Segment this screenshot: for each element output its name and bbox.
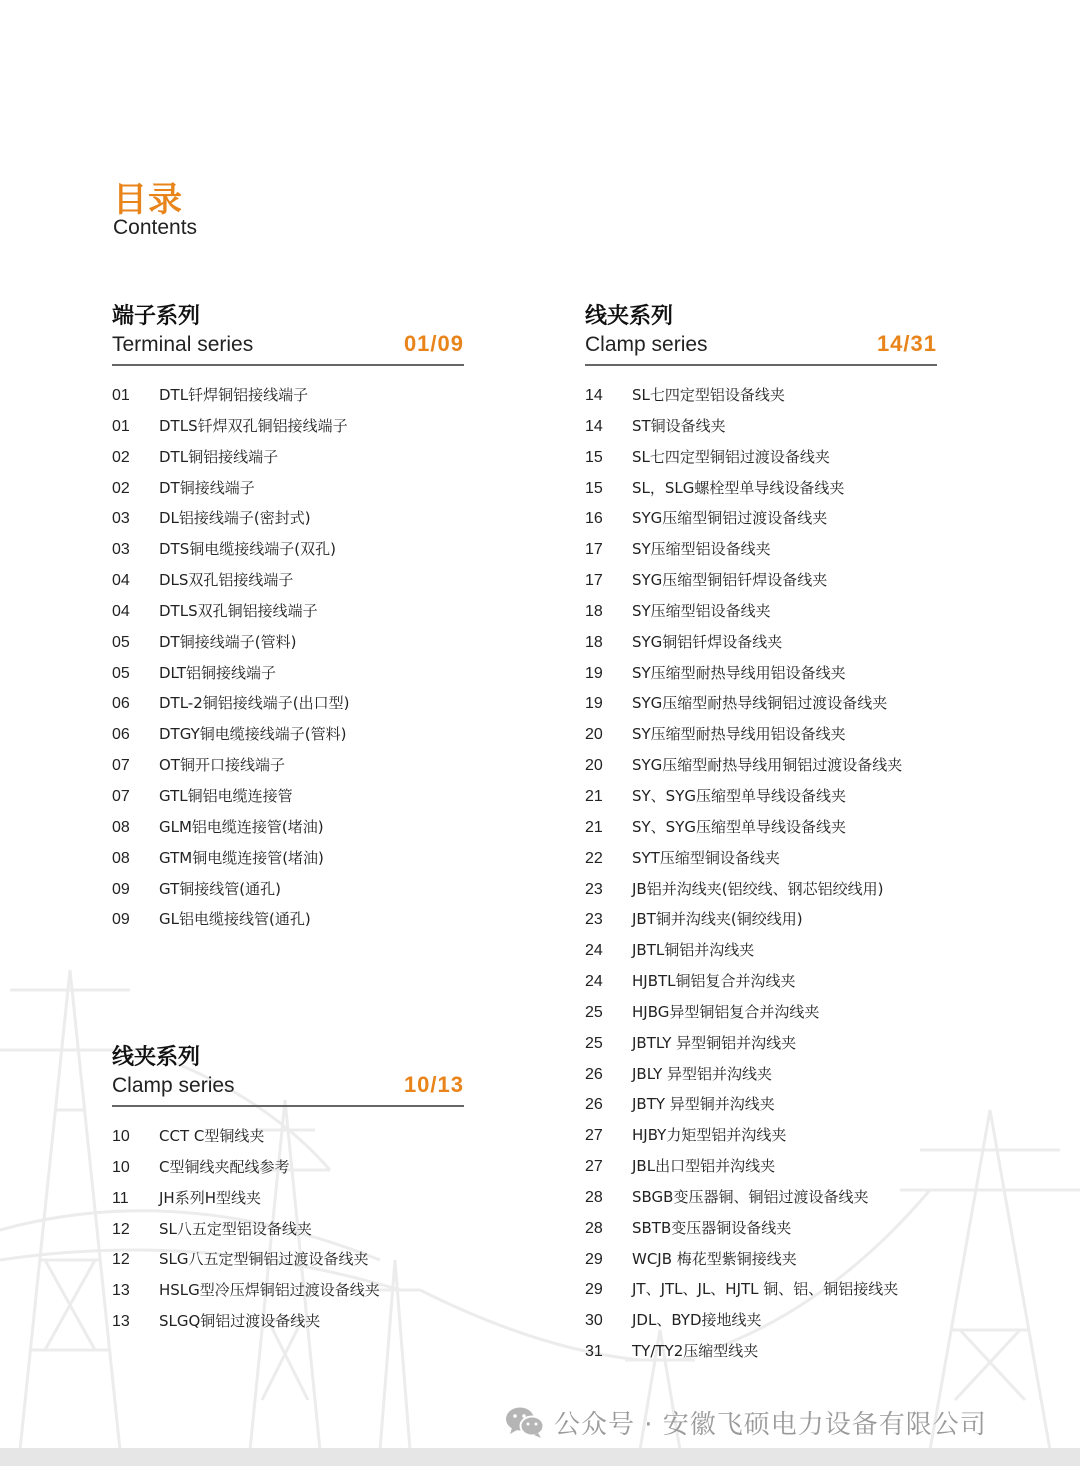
toc-entry-page: 08 — [112, 818, 130, 836]
toc-entry-name: SL，SLG螺栓型单导线设备线夹 — [632, 478, 845, 497]
toc-entry — [112, 380, 464, 411]
toc-list — [112, 1121, 464, 1337]
toc-entry-page: 05 — [112, 664, 130, 682]
toc-entry-page: 28 — [585, 1219, 603, 1237]
toc-entry — [112, 719, 464, 750]
toc-entry — [112, 904, 464, 935]
toc-entry — [585, 966, 937, 997]
toc-entry-page: 10 — [112, 1128, 130, 1145]
toc-entry-name: DTLS钎焊双孔铜铝接线端子 — [159, 416, 348, 435]
toc-entry-name: SLGQ铜铝过渡设备线夹 — [159, 1312, 321, 1331]
toc-entry-page: 01 — [112, 417, 130, 435]
toc-entry-name: SYG压缩型铜铝过渡设备线夹 — [632, 509, 828, 528]
toc-entry-page: 11 — [112, 1189, 129, 1207]
section-title-cn: 线夹系列 — [112, 1045, 201, 1070]
toc-entry — [585, 627, 937, 658]
toc-entry-name: GTM铜电缆连接管(堵油) — [159, 848, 324, 867]
toc-entry-name: ST铜设备线夹 — [632, 416, 726, 435]
toc-entry-page: 19 — [585, 664, 603, 682]
toc-entry — [112, 503, 464, 534]
toc-entry-name: WCJB 梅花型紫铜接线夹 — [632, 1249, 797, 1268]
toc-entry — [585, 565, 937, 596]
toc-entry-name: SY压缩型耐热导线用铝设备线夹 — [632, 663, 846, 682]
toc-entry — [112, 627, 464, 658]
toc-entry-name: DT铜接线端子(管料) — [159, 632, 297, 651]
toc-entry-name: SL七四定型铜铝过渡设备线夹 — [632, 447, 830, 466]
toc-entry-page: 15 — [585, 448, 603, 466]
toc-entry-page: 27 — [585, 1158, 603, 1176]
toc-entry-name: GTL铜铝电缆连接管 — [159, 786, 293, 805]
toc-entry — [585, 688, 937, 719]
toc-entry-name: CCT C型铜线夹 — [159, 1127, 265, 1145]
toc-entry-name: SY压缩型铝设备线夹 — [632, 601, 771, 620]
page-subtitle: Contents — [113, 216, 198, 239]
toc-entry-name: DTS铜电缆接线端子(双孔) — [159, 540, 336, 559]
section-page-range: 14/31 — [876, 331, 937, 356]
toc-entry — [585, 1120, 937, 1151]
toc-entry-page: 04 — [112, 572, 130, 590]
toc-entry-page: 18 — [585, 633, 603, 651]
toc-entry-page: 17 — [585, 541, 603, 559]
toc-entry-name: DL铝接线端子(密封式) — [159, 509, 311, 528]
toc-entry-page: 12 — [112, 1220, 130, 1238]
toc-entry — [585, 1305, 937, 1336]
toc-entry-page: 31 — [585, 1343, 603, 1361]
toc-entry-page: 13 — [112, 1313, 130, 1331]
toc-entry — [585, 1182, 937, 1213]
toc-entry — [585, 843, 937, 874]
toc-entry-page: 24 — [585, 973, 603, 991]
toc-entry — [585, 997, 937, 1028]
toc-entry — [112, 1121, 464, 1152]
toc-entry-page: 25 — [585, 1003, 603, 1021]
toc-entry-name: JBT铜并沟线夹(铜绞线用) — [632, 910, 803, 929]
toc-entry — [585, 1059, 937, 1090]
toc-entry-name: DTL钎焊铜铝接线端子 — [159, 386, 309, 404]
section-header — [112, 332, 464, 366]
toc-entry-page: 09 — [112, 911, 130, 929]
toc-entry-name: SY压缩型耐热导线用铝设备线夹 — [632, 725, 846, 744]
footer-watermark — [504, 1402, 987, 1442]
toc-entry-page: 16 — [585, 510, 603, 528]
toc-entry-page: 03 — [112, 510, 130, 528]
toc-entry-name: DLS双孔铝接线端子 — [159, 571, 294, 590]
toc-entry-page: 06 — [112, 695, 130, 713]
toc-entry-name: JBL出口型铝并沟线夹 — [632, 1157, 776, 1176]
toc-entry-page: 20 — [585, 757, 603, 775]
toc-entry-page: 19 — [585, 695, 603, 713]
toc-entry — [585, 1336, 937, 1367]
toc-entry-name: JBTL铜铝并沟线夹 — [632, 941, 755, 960]
toc-entry — [585, 781, 937, 812]
toc-entry-page: 15 — [585, 479, 603, 497]
footer-text: 公众号 · 安徽飞硕电力设备有限公司 — [554, 1409, 987, 1440]
toc-entry — [585, 1028, 937, 1059]
toc-entry-name: SYT压缩型铜设备线夹 — [632, 848, 780, 867]
toc-entry-name: SYG压缩型铜铝钎焊设备线夹 — [632, 571, 828, 590]
bottom-band — [0, 1448, 1080, 1466]
toc-entry-name: TY/TY2压缩型线夹 — [632, 1342, 759, 1361]
toc-entry — [585, 442, 937, 473]
toc-entry-page: 30 — [585, 1312, 603, 1330]
toc-entry-name: SYG压缩型耐热导线用铜铝过渡设备线夹 — [632, 756, 903, 775]
toc-entry — [112, 565, 464, 596]
toc-entry — [112, 843, 464, 874]
toc-entry-name: GLM铝电缆连接管(堵油) — [159, 817, 324, 836]
toc-entry — [112, 688, 464, 719]
toc-entry-page: 05 — [112, 633, 130, 651]
toc-entry-page: 02 — [112, 479, 130, 497]
toc-entry-page: 03 — [112, 541, 130, 559]
toc-entry-name: GT铜接线管(通孔) — [159, 879, 281, 898]
toc-entry-page: 04 — [112, 602, 130, 620]
toc-entry — [112, 1306, 464, 1337]
toc-entry-page: 22 — [585, 849, 603, 867]
toc-entry-page: 07 — [112, 757, 130, 775]
toc-entry-name: SY、SYG压缩型单导线设备线夹 — [632, 786, 846, 805]
toc-entry — [112, 1275, 464, 1306]
section-title-en: Terminal series — [112, 333, 254, 356]
toc-entry-name: DTL-2铜铝接线端子(出口型) — [159, 694, 350, 713]
toc-entry — [585, 473, 937, 504]
toc-entry-name: GL铝电缆接线管(通孔) — [159, 910, 311, 929]
section-title-cn: 端子系列 — [112, 304, 201, 329]
toc-entry-name: DTL铜铝接线端子 — [159, 447, 279, 466]
toc-entry-page: 01 — [112, 387, 130, 404]
toc-entry-page: 10 — [112, 1158, 130, 1176]
toc-entry-page: 14 — [585, 387, 603, 404]
toc-entry — [585, 658, 937, 689]
toc-entry — [112, 442, 464, 473]
toc-entry-name: JH系列H型线夹 — [159, 1188, 261, 1207]
toc-entry-name: SL八五定型铝设备线夹 — [159, 1219, 312, 1238]
toc-entry — [585, 812, 937, 843]
toc-list — [585, 380, 937, 1367]
toc-entry-page: 26 — [585, 1096, 603, 1114]
toc-entry-name: SBTB变压器铜设备线夹 — [632, 1218, 792, 1237]
toc-entry-page: 06 — [112, 726, 130, 744]
toc-entry-page: 07 — [112, 787, 130, 805]
toc-entry-name: JT、JTL、JL、HJTL 铜、铝、铜铝接线夹 — [632, 1280, 899, 1299]
toc-entry-page: 23 — [585, 911, 603, 929]
toc-entry-name: DT铜接线端子 — [159, 478, 255, 497]
toc-entry-page: 20 — [585, 726, 603, 744]
toc-entry-page: 28 — [585, 1188, 603, 1206]
toc-entry-name: DTGY铜电缆接线端子(管料) — [159, 725, 347, 744]
wechat-icon — [504, 1404, 546, 1440]
toc-entry-page: 13 — [112, 1282, 130, 1300]
toc-entry-name: JBLY 异型铝并沟线夹 — [632, 1064, 773, 1083]
toc-entry — [112, 874, 464, 905]
toc-entry-page: 17 — [585, 572, 603, 590]
toc-entry-name: SYG铜铝钎焊设备线夹 — [632, 632, 783, 651]
toc-entry — [112, 596, 464, 627]
toc-entry — [585, 874, 937, 905]
toc-entry-page: 08 — [112, 849, 130, 867]
toc-entry — [112, 1244, 464, 1275]
section-clamp-series-b — [585, 302, 937, 1367]
toc-entry-name: JBTY 异型铜并沟线夹 — [632, 1095, 775, 1114]
toc-entry-page: 14 — [585, 417, 603, 435]
toc-entry-page: 27 — [585, 1127, 603, 1145]
toc-entry — [585, 503, 937, 534]
toc-entry — [112, 534, 464, 565]
toc-entry-name: HSLG型冷压焊铜铝过渡设备线夹 — [159, 1281, 380, 1300]
toc-entry — [585, 596, 937, 627]
toc-entry-name: SLG八五定型铜铝过渡设备线夹 — [159, 1250, 369, 1269]
toc-entry — [585, 1274, 937, 1305]
toc-entry-name: DLT铝铜接线端子 — [159, 663, 277, 682]
toc-entry-page: 24 — [585, 942, 603, 960]
toc-entry-page: 09 — [112, 880, 130, 898]
section-header — [585, 332, 937, 366]
toc-entry-page: 21 — [585, 818, 603, 836]
section-title-en: Clamp series — [112, 1074, 235, 1097]
toc-entry-name: JDL、BYD接地线夹 — [632, 1311, 762, 1330]
toc-list — [112, 380, 464, 935]
toc-entry-page: 02 — [112, 448, 130, 466]
toc-entry — [112, 1152, 464, 1183]
toc-entry-page: 12 — [112, 1251, 130, 1269]
section-title-cn: 线夹系列 — [585, 304, 674, 329]
toc-entry-name: HJBTL铜铝复合并沟线夹 — [632, 972, 796, 991]
toc-entry — [112, 812, 464, 843]
toc-entry-name: SY、SYG压缩型单导线设备线夹 — [632, 817, 846, 836]
toc-entry — [112, 473, 464, 504]
toc-entry-name: HJBG异型铜铝复合并沟线夹 — [632, 1002, 820, 1021]
toc-entry-page: 29 — [585, 1281, 603, 1299]
toc-entry — [585, 411, 937, 442]
toc-entry-page: 26 — [585, 1065, 603, 1083]
toc-entry-page: 23 — [585, 880, 603, 898]
section-page-range: 01/09 — [403, 331, 464, 356]
toc-entry — [585, 380, 937, 411]
toc-entry — [585, 935, 937, 966]
toc-entry-name: JB铝并沟线夹(铝绞线、钢芯铝绞线用) — [632, 879, 884, 898]
section-clamp-series-a — [112, 1043, 464, 1337]
toc-entry — [585, 534, 937, 565]
toc-entry-name: DTLS双孔铜铝接线端子 — [159, 601, 318, 620]
toc-entry-name: SY压缩型铝设备线夹 — [632, 540, 771, 559]
toc-entry — [112, 1183, 464, 1214]
toc-entry-name: OT铜开口接线端子 — [159, 756, 285, 775]
toc-entry — [585, 904, 937, 935]
section-header — [112, 1073, 464, 1107]
toc-entry-page: 29 — [585, 1250, 603, 1268]
toc-entry-name: HJBY力矩型铝并沟线夹 — [632, 1126, 787, 1145]
toc-entry-name: SL七四定型铝设备线夹 — [632, 386, 785, 404]
toc-entry — [585, 1151, 937, 1182]
toc-entry-page: 21 — [585, 787, 603, 805]
toc-entry-page: 25 — [585, 1034, 603, 1052]
toc-entry — [112, 411, 464, 442]
toc-entry — [585, 1089, 937, 1120]
toc-entry — [112, 658, 464, 689]
section-terminal-series — [112, 302, 464, 935]
toc-entry-name: SYG压缩型耐热导线铜铝过渡设备线夹 — [632, 694, 888, 713]
toc-entry-name: C型铜线夹配线参考 — [159, 1157, 290, 1176]
toc-entry-page: 18 — [585, 602, 603, 620]
toc-entry — [585, 750, 937, 781]
toc-entry — [112, 781, 464, 812]
toc-entry — [585, 1244, 937, 1275]
toc-entry-name: SBGB变压器铜、铜铝过渡设备线夹 — [632, 1187, 869, 1206]
toc-entry — [585, 719, 937, 750]
section-page-range: 10/13 — [403, 1072, 464, 1097]
toc-entry — [112, 750, 464, 781]
toc-entry-name: JBTLY 异型铜铝并沟线夹 — [632, 1033, 797, 1052]
toc-entry — [585, 1213, 937, 1244]
section-title-en: Clamp series — [585, 333, 708, 356]
page-title: 目录 — [113, 180, 183, 220]
toc-entry — [112, 1214, 464, 1245]
